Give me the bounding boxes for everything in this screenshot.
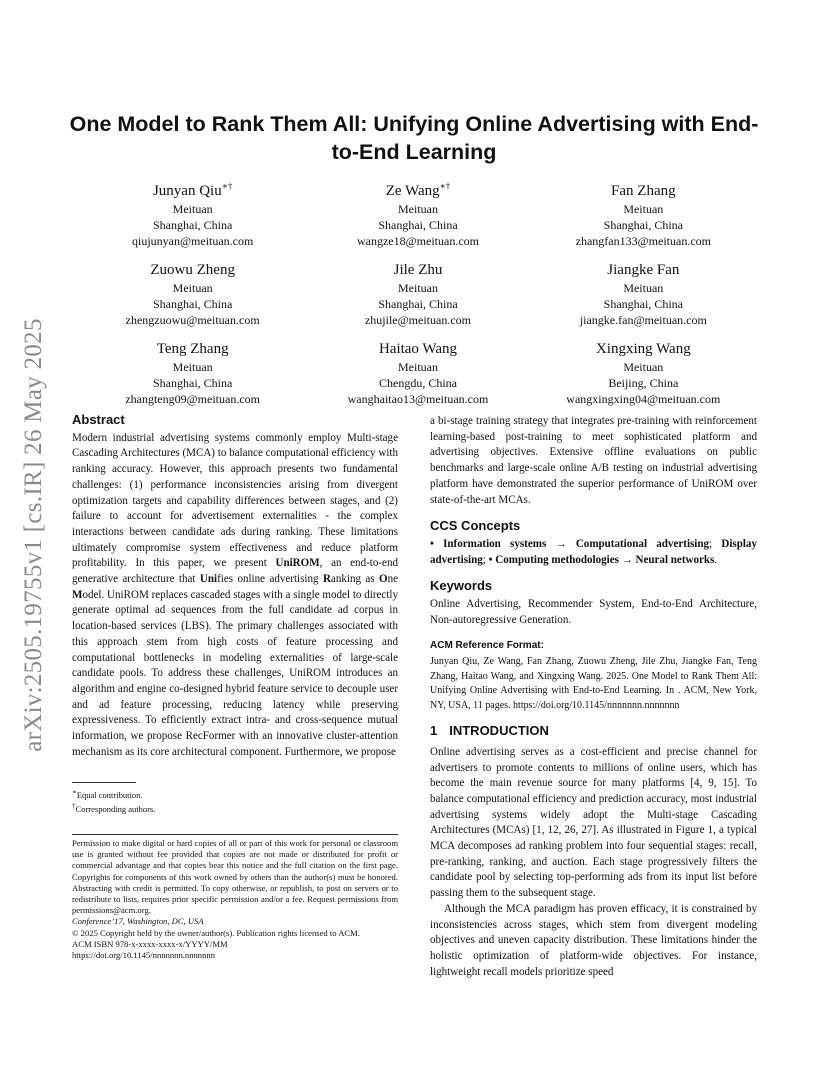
author-name: Xingxing Wang [595,341,691,357]
abstract-heading: Abstract [72,412,125,427]
author-name: Teng Zhang [156,341,229,357]
abstract-text: Modern industrial advertising systems commonly employ Multi-stage Cascading Architectures (MCA) to balance computational efficiency with ranking accuracy. However, this approach presents two fundamental challenges: (1) performance inconsistencies arising from divergent optimization targets and capability differences between stages, and (2) failure to account for advertisement externalities - the complex interactions between candidate ads during ranking. These limitations ultimately compromise system effectiveness and reduce platform profitability. In this paper, we present UniROM, an end-to-end generative architecture that Unifies online advertising Ranking as One Model. UniROM replaces cascaded stages with a single model to directly generate optimal ad sequences from the full candidate ad corpus in location-based services (LBS). The primary challenges associated with this approach stem from high costs of feature processing and computational bottlenecks in modeling externalities of large-scale candidate pools. To address these challenges, UniROM introduces an algorithm and engine co-designed hybrid feature service to decouple user and ad feature processing, reducing latency while preserving expressiveness. To efficiently extract intra- and cross-sequence mutual information, we propose RecFormer with an innovative cluster-attention mechanism as its core architectural component. Furthermore, we propose [72,431,399,758]
author-location: Shanghai, China [378,218,458,232]
author-name: Haitao Wang [378,341,458,357]
author-location: Shanghai, China [153,376,233,390]
author-name: Jiangke Fan [607,262,680,278]
author-affiliation: Meituan [623,281,664,295]
author-location: Beijing, China [608,376,679,390]
author-name: Zuowu Zheng [150,262,235,278]
keywords-heading: Keywords [430,578,493,594]
arxiv-identifier: arXiv:2505.19755v1 [cs.IR] 26 May 2025 [20,318,48,752]
author-name: Jile Zhu [393,262,443,278]
author-email[interactable]: wangze18@meituan.com [356,234,479,248]
author-name: Ze Wang [385,183,440,199]
author-marks: ∗† [221,181,233,191]
author-location: Shanghai, China [153,218,233,232]
acm-reference-heading: ACM Reference Format: [430,640,544,652]
permission-text: Permission to make digital or hard copies of all or part of this work for personal or classroom use is granted without fee provided that copies are not made or distributed for profit or commercial advantage and that copies bear this notice and the full citation on the first page. Copyrights for components of this work owned by others than the author(s) must be honored. Abstracting with credit is permitted. To copy otherwise, or republish, to post on servers or to redistribute to lists, requires prior specific permission and/or a fee. Request permissions from permissions@acm.org. [72,838,398,916]
author-affiliation: Meituan [172,202,213,216]
author-card [80,176,305,249]
author-location: Shanghai, China [153,297,233,311]
author-location: Shanghai, China [603,297,683,311]
author-name: Junyan Qiu [152,183,222,199]
doi-link[interactable]: https://doi.org/10.1145/nnnnnnn.nnnnnnn [72,950,215,961]
author-card [531,255,756,328]
introduction-heading: 1 INTRODUCTION [430,723,549,739]
author-card [80,334,305,407]
footnote-divider [72,782,136,783]
author-name: Fan Zhang [611,183,676,199]
author-affiliation: Meituan [397,202,438,216]
author-email[interactable]: zhangfan133@meituan.com [575,234,711,248]
author-affiliation: Meituan [397,281,438,295]
acm-reference-text: Junyan Qiu, Ze Wang, Fan Zhang, Zuowu Zheng, Jile Zhu, Jiangke Fan, Teng Zhang, Haitao Wang, and Xingxing Wang. 2025. One Model to Rank Them All: Unifying Online Advertising with End-to-End Learning. In . ACM, New York, NY, USA, 11 pages. https://doi.org/10.1145/nnnnnnn.nnnnnnn [430,656,757,711]
intro-paragraph: Online advertising serves as a cost-efficient and precise channel for advertisers to promote contents to millions of online users, which has become the main revenue source for many platforms [4, 9, 15]. To balance computational efficiency and prediction accuracy, most industrial advertising systems widely adopt the Multi-stage Cascading Architectures (MCAs) [1, 12, 26, 27]. As illustrated in Figure 1, a typical MCA decomposes ad ranking problem into four sequential stages: recall, pre-ranking, ranking, and auction. Each stage progressively filters the candidate pool by selecting top-performing ads from its input list before passing them to the subsequent stage. [430,745,757,900]
footnote-corresponding-authors: †Corresponding authors. [72,801,156,814]
author-card [531,334,756,407]
footnotes [72,782,398,815]
author-affiliation: Meituan [172,360,213,374]
author-card [80,255,305,328]
author-email[interactable]: qiujunyan@meituan.com [131,234,254,248]
right-column [430,414,757,980]
author-location: Shanghai, China [378,297,458,311]
author-email[interactable]: jiangke.fan@meituan.com [579,313,707,327]
author-block [80,176,756,407]
author-card [305,176,530,249]
footnote-equal-contribution: ∗Equal contribution. [72,788,143,800]
author-affiliation: Meituan [623,360,664,374]
paper-title: One Model to Rank Them All: Unifying Online Advertising with End-to-End Learning [69,112,759,164]
author-email[interactable]: wangxingxing04@meituan.com [566,392,721,406]
author-card [305,334,530,407]
unirom-name: UniROM [275,557,320,570]
author-location: Chengdu, China [378,376,457,390]
author-email[interactable]: zhangteng09@meituan.com [125,392,260,406]
left-column [72,412,398,760]
author-affiliation: Meituan [172,281,213,295]
ccs-concepts: • Information systems → Computational advertising; Display advertising; • Computing methodologies → Neural networks. [430,537,757,566]
permission-divider [72,834,398,835]
keywords-text: Online Advertising, Recommender System, End-to-End Architecture, Non-autoregressive Generation. [430,598,757,626]
ccs-heading: CCS Concepts [430,518,521,534]
abstract-continued: a bi-stage training strategy that integrates pre-training with reinforcement learning-based post-training to meet sophisticated platform and advertising objectives. Extensive offline evaluations on public benchmarks and large-scale online A/B testing on industrial advertising platform have demonstrated the superior performance of UniROM over state-of-the-art MCAs. [430,415,757,506]
author-card [531,176,756,249]
isbn-line: ACM ISBN 978-x-xxxx-xxxx-x/YYYY/MM [72,938,228,949]
author-email[interactable]: zhengzuowu@meituan.com [125,313,260,327]
permission-notice [72,834,398,961]
conference-info: Conference’17, Washington, DC, USA [72,916,204,927]
author-email[interactable]: zhujile@meituan.com [364,313,471,327]
author-email[interactable]: wanghaitao13@meituan.com [347,392,489,406]
author-card [305,255,530,328]
copyright-line: © 2025 Copyright held by the owner/author(s). Publication rights licensed to ACM. [72,927,360,938]
intro-paragraph: Although the MCA paradigm has proven efficacy, it is constrained by inconsistencies across stages, which stem from divergent modeling objectives and uneven capacity distribution. These limitations hinder the holistic optimization of platform-wide objectives. For instance, lightweight recall models prioritize speed [430,902,757,978]
author-location: Shanghai, China [603,218,683,232]
author-affiliation: Meituan [397,360,438,374]
author-affiliation: Meituan [623,202,664,216]
author-marks: ∗† [439,181,451,191]
